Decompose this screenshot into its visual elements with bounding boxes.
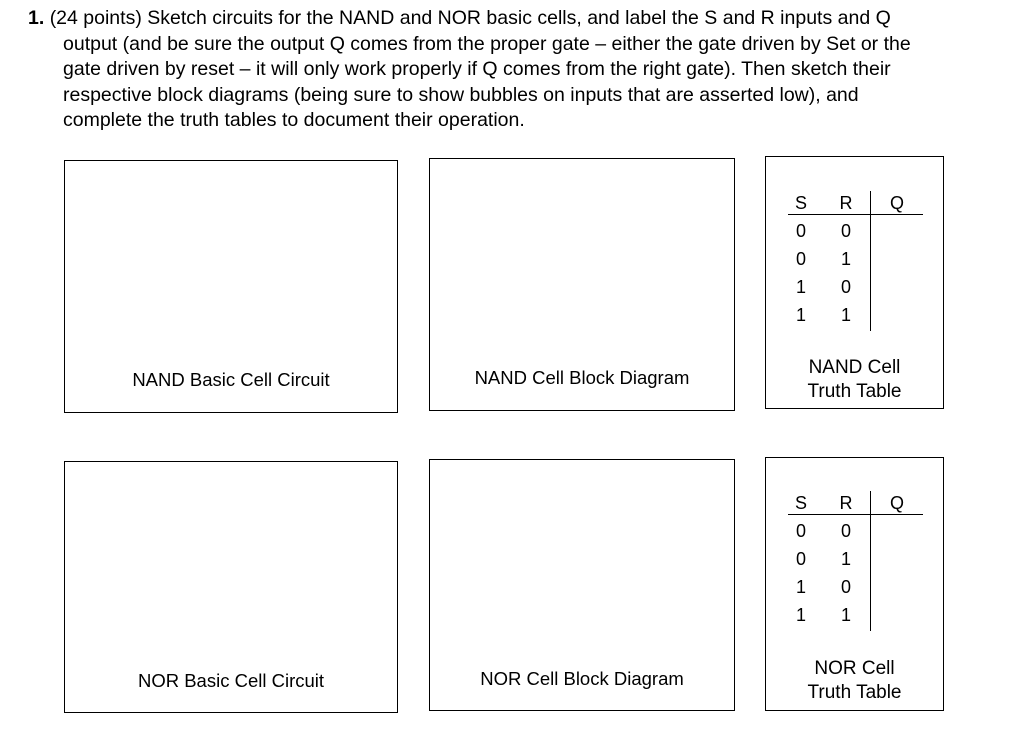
nand-row-3-s: 1	[795, 277, 806, 297]
question-line-1	[28, 6, 1018, 32]
nor-header-q: Q	[889, 493, 904, 513]
nor-q-divider	[870, 491, 871, 631]
nor-row-3-s: 1	[795, 577, 806, 597]
nand-header-q: Q	[889, 193, 904, 213]
nand-truth-table-title-2: Truth Table	[807, 381, 902, 402]
nor-header-underline	[788, 514, 923, 515]
nor-truth-table-title-2: Truth Table	[807, 682, 902, 703]
nand-circuit-box[interactable]	[64, 160, 398, 413]
question-line-5: complete the truth tables to document their operation.	[63, 109, 525, 131]
nand-row-2-s: 0	[795, 249, 806, 269]
nand-row-1-r: 0	[840, 221, 851, 241]
nor-row-1-s: 0	[795, 521, 806, 541]
nor-row-2-r: 1	[840, 549, 851, 569]
nor-row-3-r: 0	[840, 577, 851, 597]
nand-row-3-r: 0	[840, 277, 851, 297]
nor-circuit-label: NOR Basic Cell Circuit	[137, 670, 325, 691]
nand-row-4-s: 1	[795, 305, 806, 325]
nor-header-r: R	[839, 493, 853, 513]
nand-block-diagram-box[interactable]	[429, 158, 735, 411]
nor-header-s: S	[794, 493, 807, 513]
nor-row-4-r: 1	[840, 605, 851, 625]
nand-row-4-r: 1	[840, 305, 851, 325]
nor-truth-table-box	[765, 457, 944, 711]
question-line-4: respective block diagrams (being sure to show bubbles on inputs that are asserted low), and	[63, 83, 859, 106]
nor-block-diagram-label: NOR Cell Block Diagram	[480, 668, 684, 689]
nor-truth-table-title-1: NOR Cell	[814, 658, 895, 679]
question-line-3: gate driven by reset – it will only work properly if Q comes from the right gate). Then sketch their	[63, 58, 891, 80]
question-number: 1.	[28, 7, 45, 29]
nor-row-1-r: 0	[840, 521, 851, 541]
nand-row-1-s: 0	[795, 221, 806, 241]
nor-block-diagram-box[interactable]	[429, 459, 735, 711]
nand-truth-table-box	[765, 156, 944, 409]
nor-row-2-s: 0	[795, 549, 806, 569]
nand-circuit-label: NAND Basic Cell Circuit	[132, 369, 330, 390]
nor-circuit-box[interactable]	[64, 461, 398, 713]
question-text	[28, 6, 1018, 134]
nand-header-s: S	[794, 193, 807, 213]
nand-header-r: R	[839, 193, 853, 213]
nand-q-divider	[870, 191, 871, 331]
nand-row-2-r: 1	[840, 249, 851, 269]
question-line-1-text: (24 points) Sketch circuits for the NAND and NOR basic cells, and label the S and R inputs and Q	[49, 7, 891, 29]
question-line-2: output (and be sure the output Q comes from the proper gate – either the gate driven by Set or the	[63, 32, 911, 55]
nand-block-diagram-label: NAND Cell Block Diagram	[474, 367, 690, 388]
nor-row-4-s: 1	[795, 605, 806, 625]
nand-header-underline	[788, 214, 923, 215]
nand-truth-table-title-1: NAND Cell	[808, 357, 901, 378]
